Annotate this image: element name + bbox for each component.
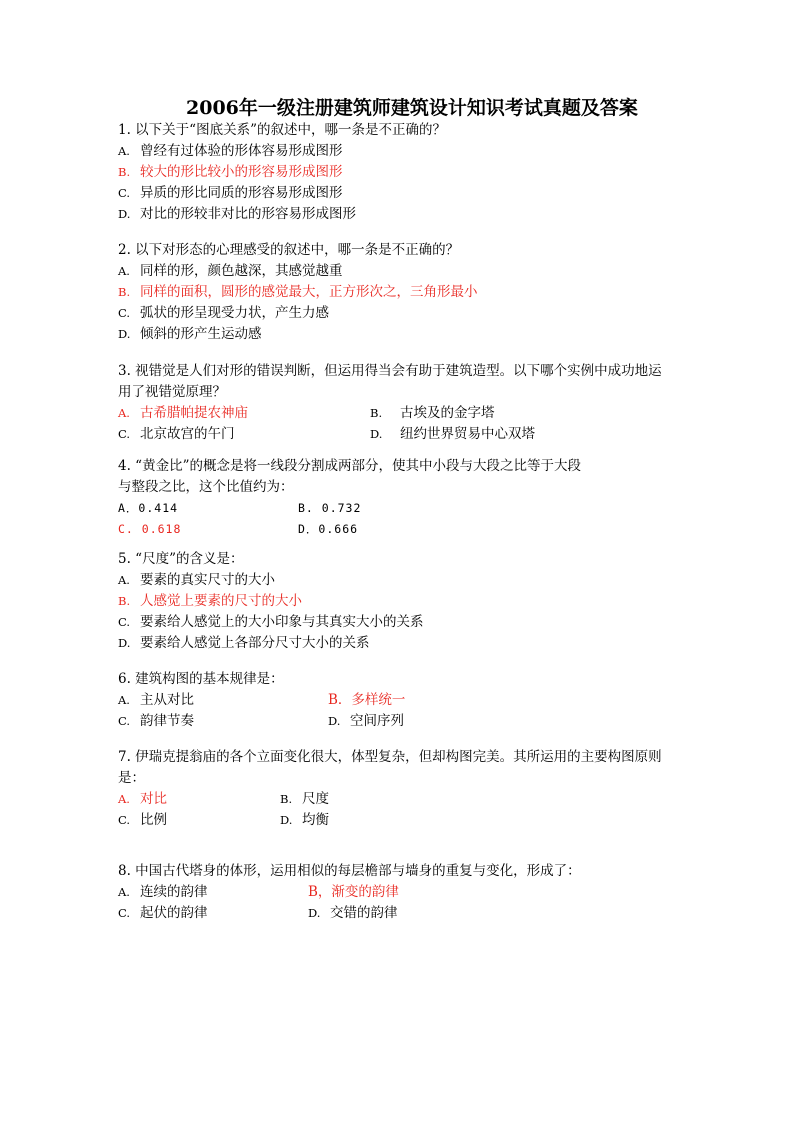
question-4 bbox=[118, 456, 688, 540]
option-a-answer: A. 古希腊帕提农神庙 bbox=[118, 405, 248, 421]
option-row-2 bbox=[118, 810, 674, 831]
question-8 bbox=[118, 861, 688, 924]
option-b-answer: B. 较大的形比较小的形容易形成图形 bbox=[118, 164, 343, 180]
option-d: D. 空间序列 bbox=[328, 713, 404, 729]
question-7 bbox=[118, 747, 674, 831]
question-text: 2. 以下对形态的心理感受的叙述中，哪一条是不正确的？ bbox=[118, 242, 460, 258]
option-row-1 bbox=[118, 789, 674, 810]
page-title: 2006年一级注册建筑师建筑设计知识考试真题及答案 bbox=[186, 97, 638, 119]
option-d: D. 均衡 bbox=[280, 812, 329, 828]
option-a: A. 连续的韵律 bbox=[118, 884, 208, 900]
question-2 bbox=[118, 240, 688, 345]
option-c: C. 起伏的韵律 bbox=[118, 905, 208, 921]
option-row-1 bbox=[118, 403, 674, 424]
question-6 bbox=[118, 669, 688, 732]
option-a: A. 曾经有过体验的形体容易形成图形 bbox=[118, 143, 343, 159]
option-a: A. 要素的真实尺寸的大小 bbox=[118, 572, 275, 588]
option-d: D. 交错的韵律 bbox=[308, 905, 398, 921]
option-a: A．0.414 bbox=[118, 501, 179, 515]
option-b: B. 0.732 bbox=[298, 501, 362, 515]
option-row-2 bbox=[118, 424, 674, 445]
question-text: 7. 伊瑞克提翁庙的各个立面变化很大，体型复杂，但却构图完美。其所运用的主要构图原则是： bbox=[118, 749, 662, 786]
question-text: 1. 以下关于“图底关系”的叙述中，哪一条是不正确的？ bbox=[118, 122, 446, 138]
option-a: A. 主从对比 bbox=[118, 692, 194, 708]
question-text: 5. “尺度”的含义是： bbox=[118, 551, 244, 567]
option-c: C. 弧状的形呈现受力状，产生力感 bbox=[118, 305, 329, 321]
option-b: B. 古埃及的金字塔 bbox=[370, 405, 495, 421]
option-d: D. 对比的形较非对比的形容易形成图形 bbox=[118, 206, 356, 222]
option-c: C. 要素给人感觉上的大小印象与其真实大小的关系 bbox=[118, 614, 424, 630]
option-d: D. 倾斜的形产生运动感 bbox=[118, 326, 262, 342]
option-a-answer: A. 对比 bbox=[118, 791, 167, 807]
option-row-2 bbox=[118, 903, 688, 924]
option-b-answer: B. 人感觉上要素的尺寸的大小 bbox=[118, 593, 302, 609]
option-b-answer: B．多样统一 bbox=[328, 692, 406, 708]
option-row-2 bbox=[118, 711, 688, 732]
option-row-1 bbox=[118, 882, 688, 903]
option-b-answer: B. 同样的面积，圆形的感觉最大，正方形次之，三角形最小 bbox=[118, 284, 478, 300]
option-a: A. 同样的形，颜色越深，其感觉越重 bbox=[118, 263, 343, 279]
question-text-line-1: 4. “黄金比”的概念是将一线段分割成两部分，使其中小段与大段之比等于大段 bbox=[118, 458, 581, 474]
question-text: 8. 中国古代塔身的体形，运用相似的每层檐部与墙身的重复与变化，形成了： bbox=[118, 863, 581, 879]
question-1 bbox=[118, 120, 688, 225]
option-row-2 bbox=[118, 519, 688, 540]
question-text: 6. 建筑构图的基本规律是： bbox=[118, 671, 284, 687]
option-c: C. 韵律节奏 bbox=[118, 713, 194, 729]
option-d: D. 要素给人感觉上各部分尺寸大小的关系 bbox=[118, 635, 370, 651]
question-3 bbox=[118, 361, 674, 445]
question-text: 3. 视错觉是人们对形的错误判断，但运用得当会有助于建筑造型。以下哪个实例中成功地运用了视错觉原理？ bbox=[118, 363, 662, 400]
option-d: D．0.666 bbox=[298, 522, 359, 536]
option-b-answer: B，渐变的韵律 bbox=[308, 884, 399, 900]
question-5 bbox=[118, 549, 688, 654]
option-row-1 bbox=[118, 498, 688, 519]
option-b: B. 尺度 bbox=[280, 791, 329, 807]
option-row-1 bbox=[118, 690, 688, 711]
option-c-answer: C. 0.618 bbox=[118, 522, 182, 536]
option-d: D. 纽约世界贸易中心双塔 bbox=[370, 426, 535, 442]
option-c: C. 北京故宫的午门 bbox=[118, 426, 235, 442]
option-c: C. 异质的形比同质的形容易形成图形 bbox=[118, 185, 343, 201]
question-text-line-2: 与整段之比，这个比值约为： bbox=[118, 479, 294, 495]
option-c: C. 比例 bbox=[118, 812, 167, 828]
